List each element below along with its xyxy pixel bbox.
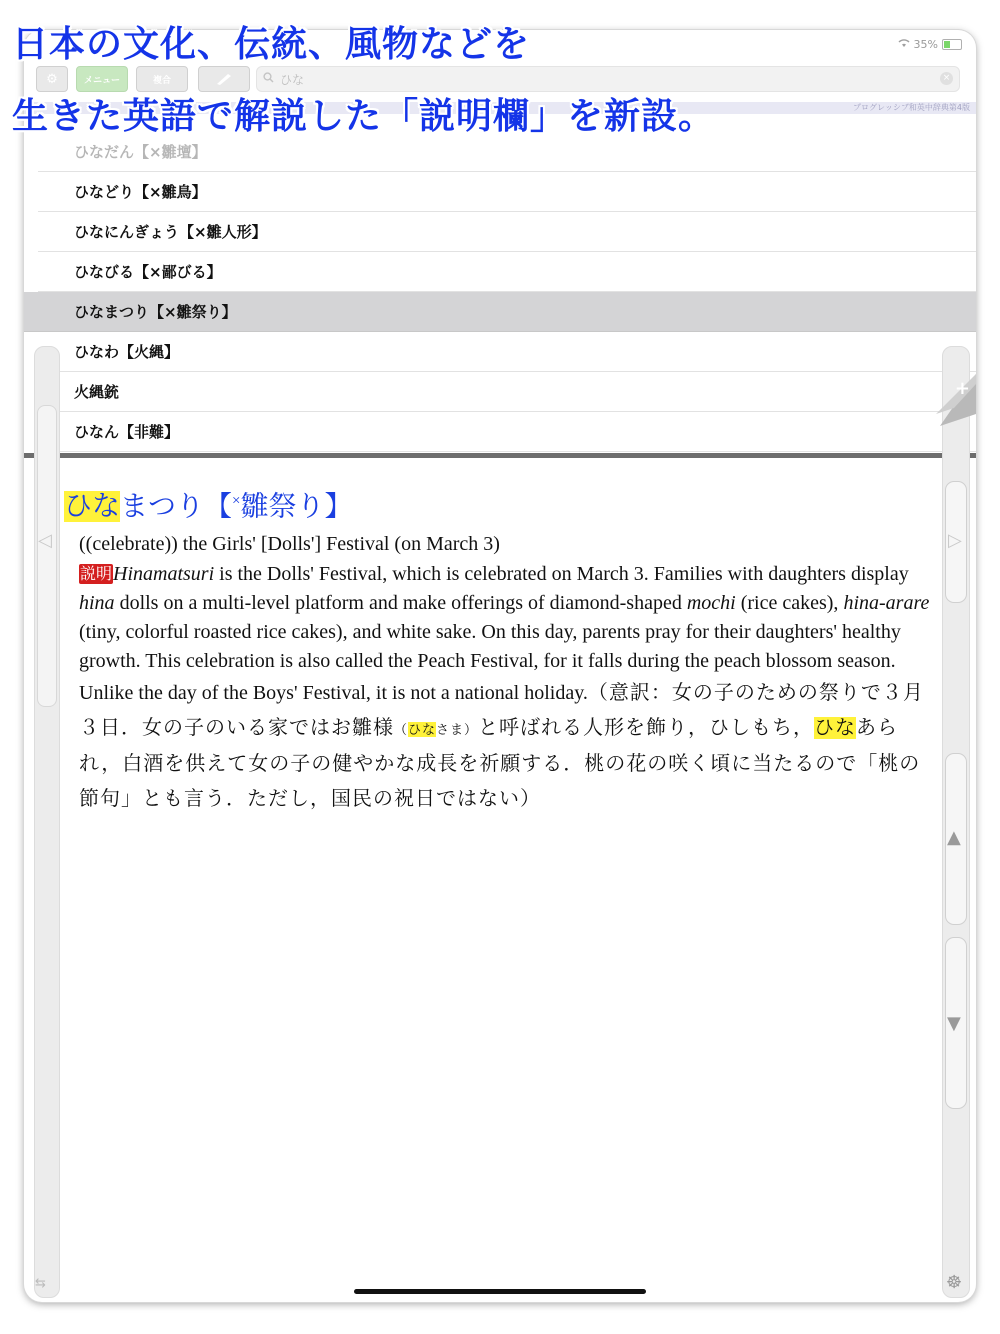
combined-label: 複合 [152,75,171,86]
word-list-item[interactable]: 火縄銃 [38,372,976,412]
search-input[interactable]: ひな [280,72,305,87]
japanese-text: あられ，白酒を供えて女の子の健やかな成長を祈願する．桃の花の咲く頃に当たるので「桃の節句」とも言う．ただし，国民の祝日ではない） [79,717,921,811]
add-bookmark-button[interactable] [920,370,976,426]
promo-caption-line-2: 生きた英語で解説した「説明欄」を新設。 [12,96,716,137]
swap-icon[interactable]: ⇆ [35,1276,46,1291]
app-window [24,30,976,1302]
headword-highlight: ひな [64,491,121,523]
status-indicators [898,38,962,51]
search-icon [263,72,274,86]
wifi-icon [898,38,910,51]
explanation-text: dolls on a multi-level platform and make offerings of diamond-shaped [114,592,687,615]
dictionary-name: プログレッシブ和英中辞典第4版 [852,103,970,112]
word-list-item[interactable]: ひなん【非難】 [38,412,976,452]
forward-arrow-icon: ▷ [948,530,962,551]
ruby-highlight: ひな [408,722,437,738]
helm-icon[interactable]: ☸ [946,1272,963,1293]
promo-caption-line-1: 日本の文化、伝統、風物などを [12,24,531,65]
home-indicator[interactable] [354,1289,646,1294]
headword-mark: × [232,493,241,509]
ruby-open: （ [394,722,409,738]
headword-part: まつり【 [120,491,233,523]
japanese-highlight: ひな [814,717,857,740]
clear-search-icon[interactable]: × [940,72,953,85]
explanation-term: Hinamatsuri [113,563,215,586]
explanation-text: (tiny, colorful roasted rice cakes), and white sake. On this day, parents pray for their daughters' healthy growth. This celebration is also called the Peach Festival, for it falls during the peach blossom season. Unlike the day of the Boys' Festival, it is not a national holiday. [79,621,901,705]
left-rail [34,346,60,1298]
word-list-item[interactable]: ひなにんぎょう【×雛人形】 [38,212,976,252]
word-list-item[interactable]: ひなどり【×雛鳥】 [38,172,976,212]
word-list-item[interactable]: ひなびる【×鄙びる】 [38,252,976,292]
menu-label: メニュー [83,75,120,86]
right-rail [942,346,970,1298]
pane-divider[interactable] [24,453,976,458]
gear-icon: ⚙ [46,71,58,87]
word-list [24,132,976,452]
sense-translation: ((celebrate)) the Girls' [Dolls'] Festival (on March 3) [79,533,500,556]
word-list-item[interactable]: ひなわ【火縄】 [38,332,976,372]
entry-sense [79,530,934,817]
dictionary-entry [64,478,934,817]
explanation-term: hina [79,592,115,615]
explanation-block [79,560,934,817]
explanation-text: is the Dolls' Festival, which is celebrated on March 3. Families with daughters display [214,563,909,586]
entry-headword [64,478,934,530]
explanation-term: mochi [686,592,736,615]
scroll-down-icon: ▼ [947,1013,961,1034]
ruby-rest: さま） [436,722,479,738]
japanese-text: （意訳：女の子のための祭りで３月３日．女の子のいる家ではお雛様 [79,682,924,740]
ruby-gloss [394,722,478,737]
battery-icon [942,39,962,50]
word-list-item[interactable]: ひなまつり【×雛祭り】 [24,292,976,332]
pen-icon [214,72,234,86]
battery-percent: 35% [913,38,938,51]
word-list-item[interactable]: ひなだん【×雛壇】 [38,132,976,172]
plus-icon: + [954,378,970,399]
japanese-text: と呼ばれる人形を飾り，ひしもち， [478,717,815,740]
explanation-term: hina-arare [843,592,930,615]
back-arrow-icon: ◁ [38,530,52,551]
scroll-up-icon: ▲ [947,827,961,848]
back-button[interactable] [37,405,57,707]
explanation-text: (rice cakes), [735,592,844,615]
explanation-badge: 説明 [80,564,113,584]
headword-tail: 雛祭り】 [240,491,353,523]
